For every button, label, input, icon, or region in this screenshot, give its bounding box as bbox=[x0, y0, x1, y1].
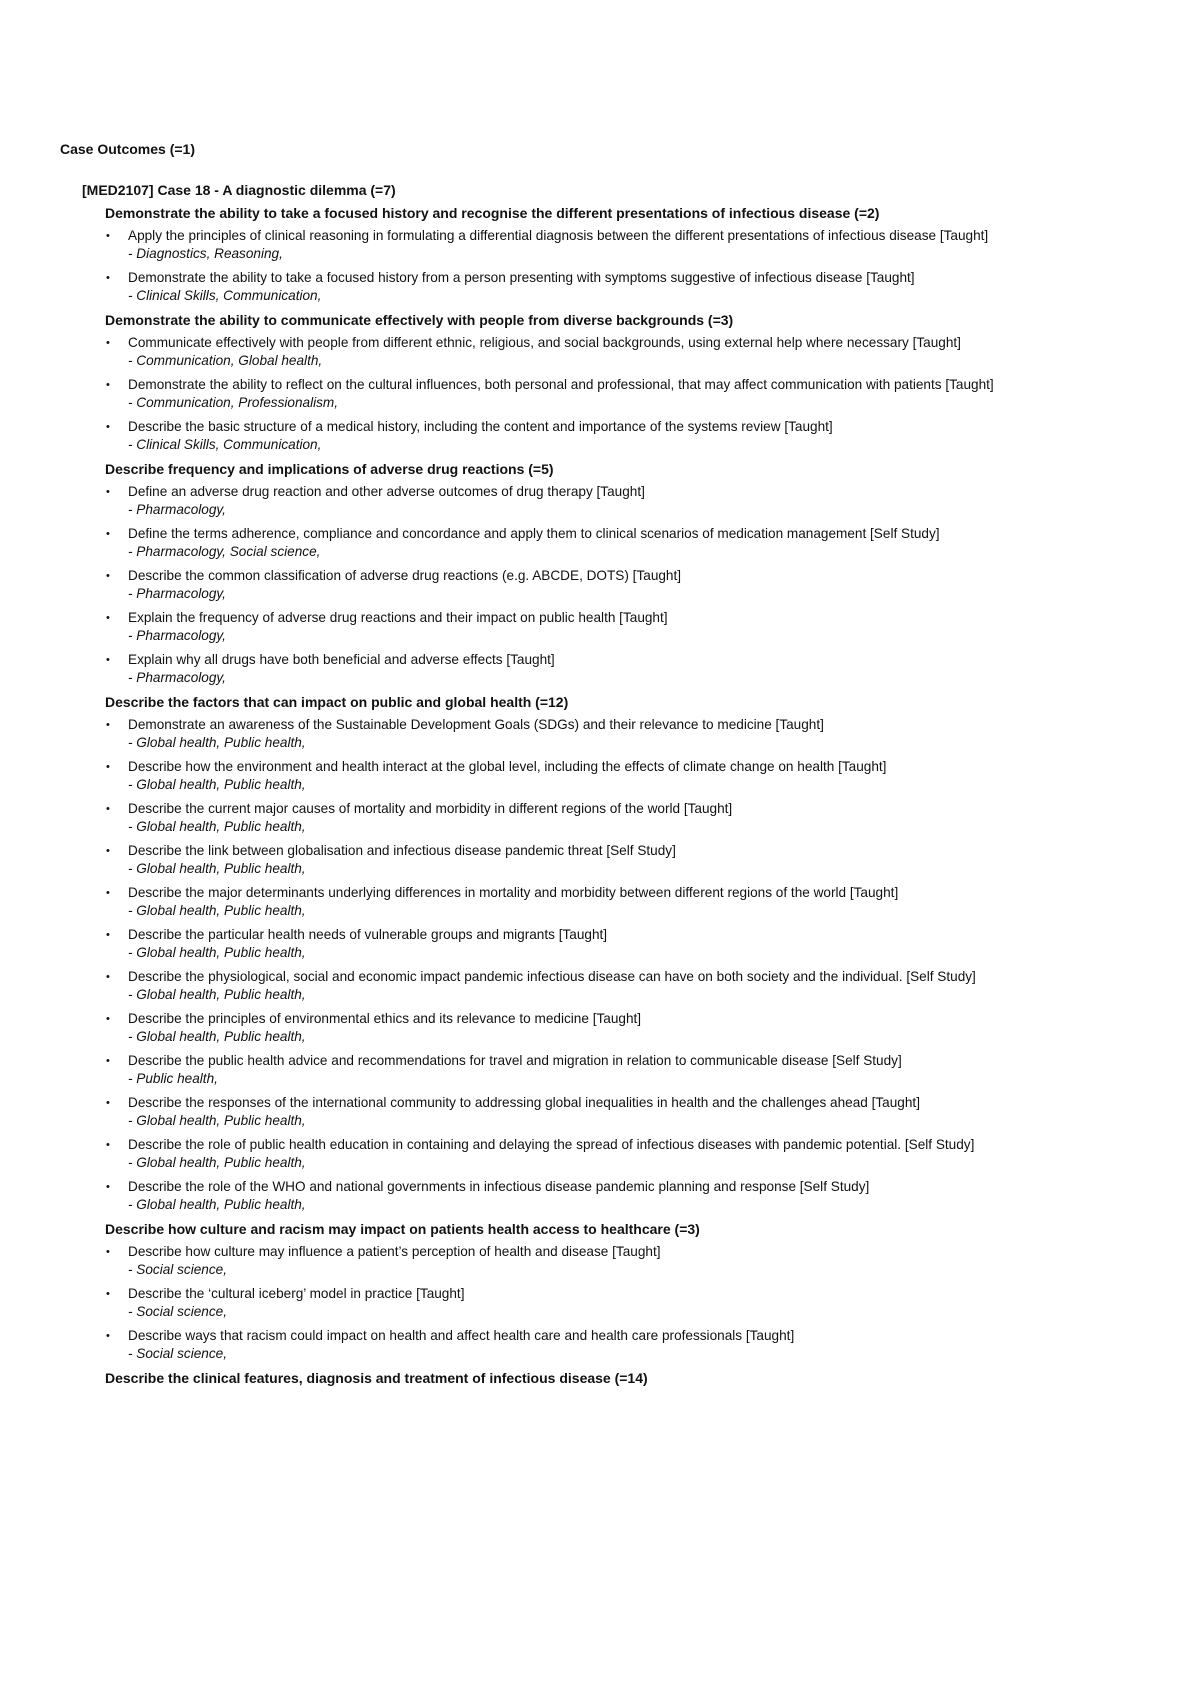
outcome-text: • Demonstrate the ability to reflect on the cultural influences, both personal and professional, that may affect communication with patients [Taught] bbox=[128, 377, 994, 392]
list-item bbox=[105, 716, 1160, 752]
list-item bbox=[105, 884, 1160, 920]
outcome-tags: - Global health, Public health, bbox=[128, 1197, 306, 1212]
list-item bbox=[105, 1094, 1160, 1130]
outcome-text: • Describe the link between globalisation and infectious disease pandemic threat [Self Study] bbox=[128, 843, 676, 858]
outcome-tags: - Pharmacology, Social science, bbox=[128, 544, 321, 559]
outcome-text: • Describe the major determinants underlying differences in mortality and morbidity between different regions of the world [Taught] bbox=[128, 885, 899, 900]
list-item bbox=[105, 926, 1160, 962]
outcome-text: • Describe the particular health needs of vulnerable groups and migrants [Taught] bbox=[128, 927, 608, 942]
list-item bbox=[105, 525, 1160, 561]
outcome-tags: - Pharmacology, bbox=[128, 670, 226, 685]
outcome-text: • Describe the ‘cultural iceberg’ model in practice [Taught] bbox=[128, 1286, 465, 1301]
outcome-text: • Communicate effectively with people from different ethnic, religious, and social backgrounds, using external help where necessary [Taught] bbox=[128, 335, 961, 350]
list-item bbox=[105, 800, 1160, 836]
outcome-text: • Describe the principles of environmental ethics and its relevance to medicine [Taught] bbox=[128, 1011, 642, 1026]
outcome-tags: - Global health, Public health, bbox=[128, 987, 306, 1002]
outcome-text: • Describe how the environment and health interact at the global level, including the effects of climate change on health [Taught] bbox=[128, 759, 887, 774]
outcome-text: • Describe the basic structure of a medical history, including the content and importance of the systems review [Taught] bbox=[128, 419, 833, 434]
outcome-list bbox=[105, 334, 1160, 454]
outcome-tags: - Communication, Global health, bbox=[128, 353, 323, 368]
list-item bbox=[105, 968, 1160, 1004]
outcome-text: • Describe the role of the WHO and national governments in infectious disease pandemic planning and response [Self Study] bbox=[128, 1179, 870, 1194]
list-item bbox=[105, 758, 1160, 794]
outcome-tags: - Global health, Public health, bbox=[128, 1113, 306, 1128]
outcome-tags: - Social science, bbox=[128, 1346, 227, 1361]
outcome-tags: - Global health, Public health, bbox=[128, 819, 306, 834]
outcome-tags: - Social science, bbox=[128, 1262, 227, 1277]
outcome-tags: - Clinical Skills, Communication, bbox=[128, 437, 322, 452]
list-item bbox=[105, 609, 1160, 645]
outcome-group-title: Describe the clinical features, diagnosis and treatment of infectious disease (=14) bbox=[105, 1370, 648, 1386]
outcome-tags: - Diagnostics, Reasoning, bbox=[128, 246, 283, 261]
outcome-tags: - Public health, bbox=[128, 1071, 218, 1086]
outcome-list bbox=[105, 716, 1160, 1214]
list-item bbox=[105, 483, 1160, 519]
outcome-tags: - Global health, Public health, bbox=[128, 735, 306, 750]
list-item bbox=[105, 376, 1160, 412]
list-item bbox=[105, 334, 1160, 370]
list-item bbox=[105, 1010, 1160, 1046]
outcome-tags: - Global health, Public health, bbox=[128, 861, 306, 876]
outcome-tags: - Global health, Public health, bbox=[128, 1029, 306, 1044]
list-item bbox=[105, 269, 1160, 305]
outcome-text: • Describe ways that racism could impact on health and affect health care and health care professionals [Taught] bbox=[128, 1328, 795, 1343]
outcome-tags: - Clinical Skills, Communication, bbox=[128, 288, 322, 303]
outcome-groups bbox=[105, 204, 1160, 1387]
outcome-group-title: Describe how culture and racism may impact on patients health access to healthcare (=3) bbox=[105, 1221, 700, 1237]
outcome-tags: - Pharmacology, bbox=[128, 502, 226, 517]
outcome-tags: - Global health, Public health, bbox=[128, 777, 306, 792]
list-item bbox=[105, 1052, 1160, 1088]
outcome-text: • Define an adverse drug reaction and other adverse outcomes of drug therapy [Taught] bbox=[128, 484, 645, 499]
list-item bbox=[105, 1327, 1160, 1363]
list-item bbox=[105, 567, 1160, 603]
outcome-group-title: Demonstrate the ability to communicate effectively with people from diverse backgrounds (=3) bbox=[105, 312, 734, 328]
outcome-list bbox=[105, 227, 1160, 305]
outcome-text: • Describe the responses of the international community to addressing global inequalities in health and the challenges ahead [Taught] bbox=[128, 1095, 920, 1110]
outcome-text: • Describe the common classification of adverse drug reactions (e.g. ABCDE, DOTS) [Taught] bbox=[128, 568, 682, 583]
document-title: Case Outcomes (=1) bbox=[60, 141, 195, 157]
outcome-tags: - Pharmacology, bbox=[128, 586, 226, 601]
outcome-text: • Explain the frequency of adverse drug reactions and their impact on public health [Taught] bbox=[128, 610, 668, 625]
list-item bbox=[105, 1178, 1160, 1214]
outcome-tags: - Global health, Public health, bbox=[128, 945, 306, 960]
outcome-text: • Describe how culture may influence a patient’s perception of health and disease [Taught] bbox=[128, 1244, 661, 1259]
list-item bbox=[105, 651, 1160, 687]
list-item bbox=[105, 418, 1160, 454]
outcome-tags: - Communication, Professionalism, bbox=[128, 395, 339, 410]
case-title: [MED2107] Case 18 - A diagnostic dilemma (=7) bbox=[82, 182, 396, 198]
case-section bbox=[82, 181, 1160, 1387]
outcome-tags: - Social science, bbox=[128, 1304, 227, 1319]
outcome-group-title: Demonstrate the ability to take a focused history and recognise the different presentations of infectious disease (=2) bbox=[105, 205, 880, 221]
list-item bbox=[105, 227, 1160, 263]
outcome-list bbox=[105, 1243, 1160, 1363]
list-item bbox=[105, 1285, 1160, 1321]
list-item bbox=[105, 842, 1160, 878]
outcome-text: • Apply the principles of clinical reasoning in formulating a differential diagnosis between the different presentations of infectious disease [Taught] bbox=[128, 228, 989, 243]
outcome-text: • Describe the current major causes of mortality and morbidity in different regions of the world [Taught] bbox=[128, 801, 733, 816]
outcome-text: • Demonstrate an awareness of the Sustainable Development Goals (SDGs) and their relevance to medicine [Taught] bbox=[128, 717, 824, 732]
outcome-tags: - Global health, Public health, bbox=[128, 903, 306, 918]
outcome-text: • Explain why all drugs have both beneficial and adverse effects [Taught] bbox=[128, 652, 555, 667]
outcome-text: • Describe the role of public health education in containing and delaying the spread of infectious diseases with pandemic potential. [Self Study] bbox=[128, 1137, 975, 1152]
outcome-group-title: Describe frequency and implications of adverse drug reactions (=5) bbox=[105, 461, 554, 477]
outcome-text: • Demonstrate the ability to take a focused history from a person presenting with symptoms suggestive of infectious disease [Taught] bbox=[128, 270, 915, 285]
outcome-tags: - Pharmacology, bbox=[128, 628, 226, 643]
outcome-text: • Describe the public health advice and recommendations for travel and migration in relation to communicable disease [Self Study] bbox=[128, 1053, 902, 1068]
outcome-text: • Define the terms adherence, compliance and concordance and apply them to clinical scenarios of medication management [Self Study] bbox=[128, 526, 940, 541]
outcome-list bbox=[105, 483, 1160, 687]
outcome-tags: - Global health, Public health, bbox=[128, 1155, 306, 1170]
list-item bbox=[105, 1243, 1160, 1279]
outcome-group-title: Describe the factors that can impact on public and global health (=12) bbox=[105, 694, 569, 710]
outcome-text: • Describe the physiological, social and economic impact pandemic infectious disease can have on both society and the individual. [Self Study] bbox=[128, 969, 976, 984]
document-page bbox=[60, 140, 1160, 1392]
list-item bbox=[105, 1136, 1160, 1172]
